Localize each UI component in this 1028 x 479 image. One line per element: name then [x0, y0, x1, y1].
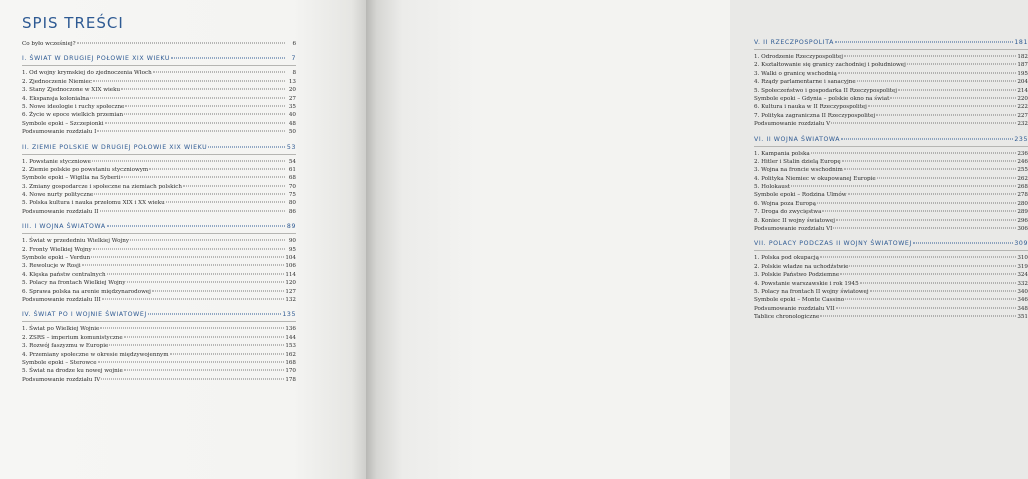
toc-entry-page-number: 296 — [1017, 217, 1028, 224]
dot-leader — [208, 146, 285, 147]
toc-entry[interactable] — [22, 78, 296, 86]
toc-entry-page-number: 310 — [1017, 255, 1028, 262]
toc-entry-title: Podsumowanie rozdziału IV — [22, 376, 101, 383]
toc-entry-page-number: 27 — [288, 95, 296, 102]
toc-entry[interactable] — [754, 95, 1028, 103]
toc-entry-title: 1. Odrodzenie Rzeczypospolitej — [754, 54, 843, 60]
toc-entry-title: 5. Holokaust — [754, 184, 790, 191]
dot-leader — [841, 138, 1013, 139]
chapter-heading-title: III. I WOJNA ŚWIATOWA — [22, 223, 106, 231]
toc-entry-title: 7. Polityka zagraniczna II Rzeczypospolitej — [754, 112, 876, 119]
dot-leader — [820, 316, 1016, 317]
chapter-heading-title: VI. II WOJNA ŚWIATOWA — [754, 135, 841, 143]
chapter-heading[interactable] — [22, 222, 296, 231]
toc-entry[interactable] — [22, 325, 296, 333]
toc-entry-page-number: 268 — [1017, 184, 1028, 191]
toc-entry[interactable] — [754, 183, 1028, 191]
toc-intro-entry[interactable] — [22, 40, 296, 48]
dot-leader — [857, 81, 1017, 82]
toc-entry-title: 6. Sprawa polska na arenie międzynarodowej — [22, 288, 151, 295]
dot-leader — [130, 240, 285, 241]
toc-entry-title: Podsumowanie rozdziału III — [22, 296, 101, 303]
toc-entry-title: 1. Powstanie styczniowe — [22, 158, 91, 165]
toc-entry-page-number: 104 — [285, 255, 296, 262]
dot-leader — [868, 106, 1016, 107]
toc-entry-title: Symbole epoki – Verdun — [22, 255, 91, 262]
chapter-separator — [22, 233, 296, 234]
toc-entry-title: 5. Nowe ideologie i ruchy społeczne — [22, 103, 125, 110]
toc-entry[interactable] — [22, 351, 296, 359]
toc-entry[interactable] — [754, 112, 1028, 120]
toc-entry-page-number: 90 — [288, 238, 296, 245]
toc-entry-title: 3. Stany Zjednoczone w XIX wieku — [22, 87, 121, 94]
toc-entry-page-number: 222 — [1017, 104, 1028, 111]
chapter-heading-title: VII. POLACY PODCZAS II WOJNY ŚWIATOWEJ — [754, 240, 912, 248]
chapter-separator — [22, 65, 296, 66]
toc-entry-title: 5. Polska kultura i nauka przełomu XIX i XX wieku — [22, 200, 165, 207]
dot-leader — [870, 290, 1017, 291]
dot-leader — [92, 160, 285, 161]
left-page — [0, 0, 366, 479]
toc-entry-title: 5. Społeczeństwo i gospodarka II Rzeczypospolitej — [754, 87, 898, 94]
chapter-separator — [754, 49, 1028, 50]
toc-entry-title: 4. Nowe nurty polityczne — [22, 192, 94, 199]
dot-leader — [102, 298, 285, 299]
dot-leader — [844, 56, 1016, 57]
toc-entry-page-number: 195 — [1017, 70, 1028, 77]
toc-entry-page-number: 346 — [1017, 297, 1028, 304]
toc-entry-page-number: 61 — [288, 166, 296, 173]
dot-leader — [822, 211, 1016, 212]
toc-entry-title: Tablice chronologiczne — [754, 314, 820, 321]
right-toc-column — [754, 38, 1028, 328]
toc-entry-page-number: 144 — [285, 334, 296, 341]
chapter-heading-page-number: 135 — [282, 311, 296, 319]
toc-entry-title: 3. Rozwój faszyzmu w Europie — [22, 343, 109, 350]
toc-entry-page-number: 178 — [285, 376, 296, 383]
toc-entry[interactable] — [22, 367, 296, 375]
toc-entry[interactable] — [22, 128, 296, 136]
dot-leader — [124, 114, 285, 115]
toc-entry-title: 2. Polskie władze na uchodźstwie — [754, 263, 849, 270]
toc-entry[interactable] — [22, 183, 296, 191]
toc-entry-page-number: 246 — [1017, 158, 1028, 165]
chapter-heading[interactable] — [22, 143, 296, 152]
toc-entry-page-number: 40 — [288, 112, 296, 119]
toc-entry-title: Symbole epoki – Gdynia – polskie okno na świat — [754, 95, 890, 102]
toc-entry[interactable] — [22, 237, 296, 245]
toc-entry-page-number: 182 — [1017, 54, 1028, 60]
dot-leader — [91, 257, 284, 258]
toc-entry-title: 6. Kultura i nauka w II Rzeczypospolitej — [754, 104, 867, 111]
dot-leader — [913, 243, 1014, 244]
toc-entry-title: Symbole epoki – Sterowce — [22, 359, 97, 366]
toc-entry[interactable] — [754, 78, 1028, 86]
toc-entry-page-number: 80 — [288, 200, 296, 207]
toc-entry[interactable] — [754, 70, 1028, 78]
dot-leader — [907, 64, 1017, 65]
toc-entry[interactable] — [22, 103, 296, 111]
dot-leader — [876, 114, 1016, 115]
toc-entry[interactable] — [754, 296, 1028, 304]
toc-entry[interactable] — [22, 288, 296, 296]
toc-entry[interactable] — [22, 334, 296, 342]
toc-entry[interactable] — [754, 217, 1028, 225]
toc-entry-title: 2. Fronty Wielkiej Wojny — [22, 246, 92, 253]
toc-intro-entry-page-number: 6 — [292, 41, 296, 47]
dot-leader — [183, 185, 285, 186]
chapter-heading-title: IV. ŚWIAT PO I WOJNIE ŚWIATOWEJ — [22, 311, 147, 319]
dot-leader — [93, 248, 285, 249]
toc-entry[interactable] — [22, 174, 296, 182]
toc-entry[interactable] — [22, 296, 296, 304]
chapter-heading-page-number: 235 — [1014, 135, 1028, 143]
dot-leader — [835, 42, 1013, 43]
toc-entry-title: 1. Kampania polska — [754, 150, 810, 157]
toc-entry[interactable] — [22, 246, 296, 254]
toc-entry-page-number: 127 — [285, 288, 296, 295]
dot-leader — [109, 345, 284, 346]
toc-entry-title: 4. Polityka Niemiec w okupowanej Europie — [754, 175, 876, 182]
toc-entry-title: 3. Wojna na froncie wschodnim — [754, 167, 843, 174]
toc-entry[interactable] — [754, 305, 1028, 313]
dot-leader — [127, 282, 285, 283]
chapter-separator — [754, 250, 1028, 251]
toc-entry-page-number: 306 — [1017, 226, 1028, 233]
dot-leader — [890, 97, 1016, 98]
toc-entry[interactable] — [754, 263, 1028, 271]
toc-entry-page-number: 255 — [1017, 167, 1028, 174]
toc-entry-page-number: 214 — [1017, 87, 1028, 94]
toc-entry-title: 7. Droga do zwycięstwa — [754, 209, 822, 216]
toc-entry-page-number: 332 — [1017, 280, 1028, 287]
toc-entry[interactable] — [22, 199, 296, 207]
chapter-heading[interactable] — [754, 239, 1028, 248]
toc-entry[interactable] — [22, 95, 296, 103]
dot-leader — [820, 257, 1016, 258]
spacer — [754, 322, 1028, 328]
dot-leader — [121, 177, 285, 178]
toc-entry-page-number: 86 — [288, 208, 296, 215]
dot-leader — [152, 290, 284, 291]
dot-leader — [100, 210, 286, 211]
dot-leader — [98, 361, 285, 362]
toc-entry[interactable] — [22, 86, 296, 94]
toc-entry-page-number: 351 — [1017, 314, 1028, 321]
toc-entry-page-number: 280 — [1017, 200, 1028, 207]
dot-leader — [833, 228, 1016, 229]
toc-entry[interactable] — [22, 208, 296, 216]
dot-leader — [166, 202, 285, 203]
toc-entry-page-number: 114 — [285, 271, 296, 278]
toc-entry[interactable] — [22, 158, 296, 166]
toc-entry[interactable] — [754, 158, 1028, 166]
toc-entry-page-number: 220 — [1017, 95, 1028, 102]
dot-leader — [93, 80, 285, 81]
toc-entry[interactable] — [754, 87, 1028, 95]
chapter-heading-page-number: 53 — [286, 143, 296, 151]
chapter-heading-title: V. II RZECZPOSPOLITA — [754, 39, 834, 46]
toc-entry-title: 2. Ziemie polskie po powstaniu styczniowym — [22, 166, 149, 173]
toc-entry-title: 3. Polskie Państwo Podziemne — [754, 272, 840, 279]
toc-entry-title: Symbole epoki – Rodzina Ulmów — [754, 192, 847, 199]
dot-leader — [844, 169, 1017, 170]
toc-entry-page-number: 227 — [1017, 112, 1028, 119]
toc-entry[interactable] — [22, 191, 296, 199]
toc-entry-title: 5. Polacy na frontach II wojny światowej — [754, 288, 869, 295]
toc-entry[interactable] — [22, 342, 296, 350]
toc-entry-title: 1. Świat po Wielkiej Wojnie — [22, 326, 100, 333]
toc-entry-title: 2. Zjednoczenie Niemiec — [22, 78, 92, 85]
chapter-heading-page-number: 309 — [1014, 240, 1028, 248]
toc-entry-title: 3. Zmiany gospodarcze i społeczne na ziemiach polskich — [22, 183, 183, 190]
toc-entry[interactable] — [754, 103, 1028, 111]
toc-entry[interactable] — [754, 191, 1028, 199]
dot-leader — [77, 43, 285, 44]
toc-entry[interactable] — [22, 271, 296, 279]
dot-leader — [836, 219, 1016, 220]
toc-entry[interactable] — [22, 111, 296, 119]
toc-entry-title: Symbole epoki – Szczepionki — [22, 120, 104, 127]
toc-title: SPIS TREŚCI — [22, 14, 124, 32]
toc-intro-entry-title: Co było wcześniej? — [22, 41, 76, 47]
dot-leader — [845, 299, 1016, 300]
dot-leader — [101, 378, 284, 379]
chapter-heading[interactable] — [22, 310, 296, 319]
dot-leader — [153, 72, 285, 73]
chapter-separator — [754, 146, 1028, 147]
chapter-heading[interactable] — [754, 38, 1028, 47]
dot-leader — [124, 336, 285, 337]
dot-leader — [836, 307, 1017, 308]
toc-entry-page-number: 13 — [288, 78, 296, 85]
toc-entry-title: 3. Walki o granicę wschodnią — [754, 70, 837, 77]
dot-leader — [848, 194, 1017, 195]
toc-entry-title: 2. Hitler i Stalin dzielą Europę — [754, 158, 841, 165]
toc-entry[interactable] — [754, 208, 1028, 216]
dot-leader — [860, 282, 1017, 283]
toc-entry[interactable] — [754, 150, 1028, 158]
chapter-heading-page-number: 181 — [1014, 39, 1028, 46]
dot-leader — [105, 122, 285, 123]
toc-entry[interactable] — [754, 200, 1028, 208]
dot-leader — [97, 131, 285, 132]
toc-entry-page-number: 153 — [285, 343, 296, 350]
toc-entry[interactable] — [22, 359, 296, 367]
chapter-heading-page-number: 7 — [291, 55, 296, 63]
toc-entry-page-number: 48 — [288, 120, 296, 127]
toc-entry-page-number: 162 — [285, 351, 296, 358]
toc-entry-page-number: 8 — [292, 70, 296, 77]
toc-entry[interactable] — [22, 120, 296, 128]
toc-entry-title: 4. Przemiany społeczne w okresie międzywojennym — [22, 351, 169, 358]
dot-leader — [811, 152, 1017, 153]
dot-leader — [849, 265, 1016, 266]
dot-leader — [791, 186, 1016, 187]
toc-entry-page-number: 289 — [1017, 209, 1028, 216]
toc-entry-title: 4. Powstanie warszawskie i rok 1945 — [754, 280, 859, 287]
toc-entry[interactable] — [22, 279, 296, 287]
toc-entry-page-number: 132 — [285, 296, 296, 303]
toc-entry-page-number: 187 — [1017, 62, 1028, 69]
toc-entry[interactable] — [754, 120, 1028, 128]
dot-leader — [149, 168, 285, 169]
toc-entry[interactable] — [754, 166, 1028, 174]
toc-entry-page-number: 170 — [285, 368, 296, 375]
chapter-heading-title: II. ZIEMIE POLSKIE W DRUGIEJ POŁOWIE XIX WIEKU — [22, 143, 208, 151]
dot-leader — [100, 328, 284, 329]
toc-entry-title: Podsumowanie rozdziału VII — [754, 305, 835, 312]
toc-entry[interactable] — [754, 225, 1028, 233]
toc-entry-page-number: 348 — [1017, 305, 1028, 312]
dot-leader — [842, 160, 1017, 161]
toc-entry-page-number: 262 — [1017, 175, 1028, 182]
toc-entry-page-number: 232 — [1017, 121, 1028, 128]
toc-entry[interactable] — [754, 313, 1028, 321]
toc-entry-title: 5. Świat na drodze ku nowej wojnie — [22, 368, 123, 375]
toc-entry-page-number: 20 — [288, 87, 296, 94]
toc-entry-title: 8. Koniec II wojny światowej — [754, 217, 835, 224]
toc-entry-page-number: 168 — [285, 359, 296, 366]
toc-entry[interactable] — [754, 254, 1028, 262]
chapter-heading[interactable] — [754, 135, 1028, 144]
dot-leader — [877, 177, 1017, 178]
toc-entry-title: 1. Polska pod okupacją — [754, 255, 819, 262]
toc-entry-title: 3. Rewolucje w Rosji — [22, 263, 81, 270]
toc-entry[interactable] — [754, 288, 1028, 296]
dot-leader — [82, 265, 285, 266]
dot-leader — [107, 273, 285, 274]
dot-leader — [838, 72, 1016, 73]
toc-entry-page-number: 204 — [1017, 79, 1028, 86]
toc-entry-title: Podsumowanie rozdziału I — [22, 129, 97, 136]
dot-leader — [90, 97, 285, 98]
toc-entry-title: 4. Klęska państw centralnych — [22, 271, 106, 278]
toc-entry-page-number: 278 — [1017, 192, 1028, 199]
dot-leader — [121, 89, 285, 90]
toc-entry-page-number: 50 — [288, 129, 296, 136]
toc-entry-page-number: 324 — [1017, 272, 1028, 279]
spacer — [22, 384, 296, 390]
toc-entry-page-number: 340 — [1017, 288, 1028, 295]
toc-entry[interactable] — [22, 262, 296, 270]
toc-entry[interactable] — [754, 271, 1028, 279]
toc-entry-page-number: 70 — [288, 183, 296, 190]
dot-leader — [170, 353, 285, 354]
toc-entry-page-number: 106 — [285, 263, 296, 270]
right-page — [366, 0, 1028, 479]
toc-entry-page-number: 35 — [288, 103, 296, 110]
toc-entry[interactable] — [22, 254, 296, 262]
toc-entry-title: 6. Życie w epoce wielkich przemian — [22, 112, 124, 119]
toc-entry-page-number: 136 — [285, 326, 296, 333]
toc-entry-page-number: 75 — [288, 192, 296, 199]
toc-entry-page-number: 319 — [1017, 263, 1028, 270]
dot-leader — [94, 194, 285, 195]
toc-entry-title: 5. Polacy na frontach Wielkiej Wojny — [22, 280, 126, 287]
toc-entry[interactable] — [22, 166, 296, 174]
dot-leader — [148, 314, 282, 315]
toc-entry[interactable] — [754, 61, 1028, 69]
dot-leader — [817, 202, 1016, 203]
toc-entry-title: Podsumowanie rozdziału II — [22, 208, 99, 215]
dot-leader — [171, 58, 285, 59]
toc-entry-title: Podsumowanie rozdziału V — [754, 121, 831, 128]
toc-entry-title: 1. Świat w przededniu Wielkiej Wojny — [22, 238, 129, 245]
toc-entry-page-number: 54 — [288, 158, 296, 165]
chapter-separator — [22, 154, 296, 155]
toc-entry[interactable] — [754, 53, 1028, 61]
toc-entry[interactable] — [22, 376, 296, 384]
toc-entry-title: Symbole epoki – Monte Cassino — [754, 297, 845, 304]
dot-leader — [898, 89, 1016, 90]
toc-entry-title: 1. Od wojny krymskiej do zjednoczenia Włoch — [22, 70, 152, 77]
dot-leader — [107, 226, 285, 227]
toc-entry-title: Symbole epoki – Wigilia na Syberii — [22, 175, 121, 182]
toc-entry-page-number: 95 — [288, 246, 296, 253]
chapter-separator — [22, 321, 296, 322]
dot-leader — [124, 370, 285, 371]
toc-entry-title: 4. Ekspansja kolonialna — [22, 95, 90, 102]
toc-entry-page-number: 236 — [1017, 150, 1028, 157]
toc-entry-title: Podsumowanie rozdziału VI — [754, 226, 833, 233]
toc-entry-title: 2. Kształtowanie się granicy zachodniej i południowej — [754, 62, 906, 69]
toc-entry-page-number: 68 — [288, 175, 296, 182]
dot-leader — [125, 105, 285, 106]
chapter-heading[interactable] — [22, 54, 296, 63]
toc-entry[interactable] — [22, 69, 296, 77]
toc-entry-title: 6. Wojna poza Europą — [754, 200, 816, 207]
chapter-heading-page-number: 89 — [286, 223, 296, 231]
dot-leader — [831, 123, 1016, 124]
toc-entry-page-number: 120 — [285, 280, 296, 287]
toc-entry-title: 2. ZSRS – imperium komunistyczne — [22, 334, 123, 341]
left-toc-column — [22, 40, 296, 390]
toc-entry[interactable] — [754, 280, 1028, 288]
toc-entry[interactable] — [754, 175, 1028, 183]
toc-entry-title: 4. Rządy parlamentarne i sanacyjne — [754, 79, 856, 86]
dot-leader — [840, 274, 1016, 275]
chapter-heading-title: I. ŚWIAT W DRUGIEJ POŁOWIE XIX WIEKU — [22, 55, 171, 63]
